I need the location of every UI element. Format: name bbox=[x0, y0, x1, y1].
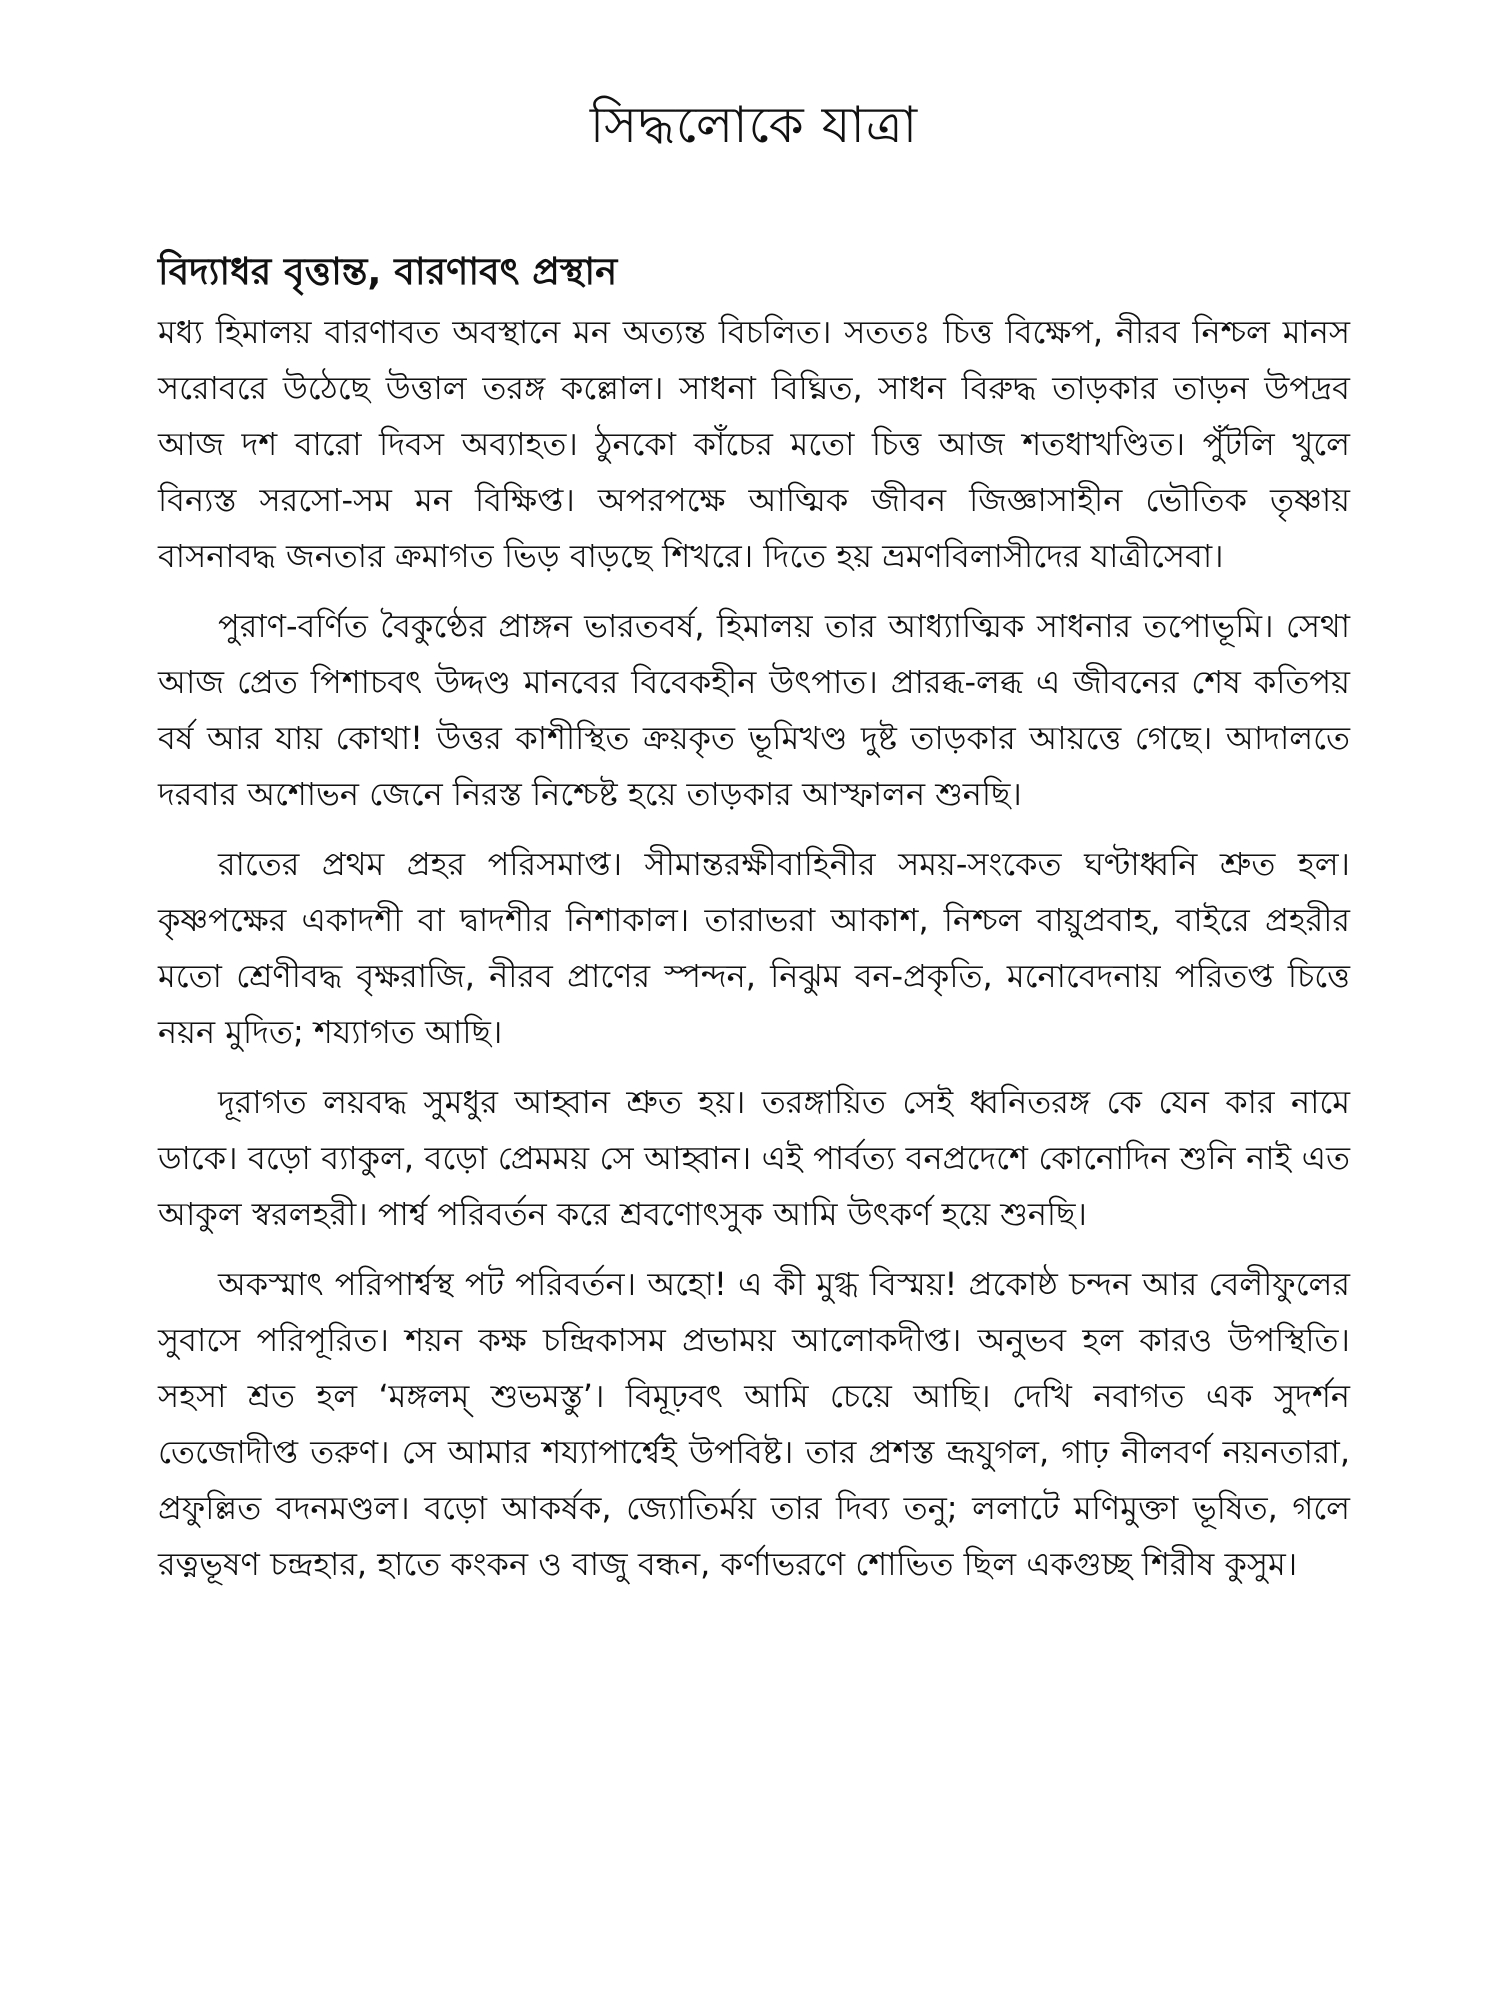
paragraph-1: মধ্য হিমালয় বারণাবত অবস্থানে মন অত্যন্ত বিচলিত। সততঃ চিত্ত বিক্ষেপ, নীরব নিশ্চল মানস সরোবরে উঠেছে উত্তাল তরঙ্গ কল্লোল। সাধনা বিঘ্নিত, সাধন বিরুদ্ধ তাড়কার তাড়ন উপদ্রব আজ দশ বারো দিবস অব্যাহত। ঠুনকো কাঁচের মতো চিত্ত আজ শতধাখণ্ডিত। পুঁটলি খুলে বিন্যস্ত সরসো-সম মন বিক্ষিপ্ত। অপরপক্ষে আত্মিক জীবন জিজ্ঞাসাহীন ভৌতিক তৃষ্ণায় বাসনাবদ্ধ জনতার ক্রমাগত ভিড় বাড়ছে শিখরে। দিতে হয় ভ্রমণবিলাসীদের যাত্রীসেবা। bbox=[158, 313, 1350, 576]
paragraph-2: পুরাণ-বর্ণিত বৈকুণ্ঠের প্রাঙ্গন ভারতবর্ষ, হিমালয় তার আধ্যাত্মিক সাধনার তপোভূমি। সেথা আজ প্রেত পিশাচবৎ উদ্দণ্ড মানবের বিবেকহীন উৎপাত। প্রারব্ধ-লব্ধ এ জীবনের শেষ কতিপয় বর্ষ আর যায় কোথা! উত্তর কাশীস্থিত ক্রয়কৃত ভূমিখণ্ড দুষ্ট তাড়কার আয়ত্তে গেছে। আদালতে দরবার অশোভন জেনে নিরস্ত নিশ্চেষ্ট হয়ে তাড়কার আস্ফালন শুনছি। bbox=[158, 607, 1350, 814]
paragraph-3: রাতের প্রথম প্রহর পরিসমাপ্ত। সীমান্তরক্ষীবাহিনীর সময়-সংকেত ঘণ্টাধ্বনি শ্রুত হল। কৃষ্ণপক্ষের একাদশী বা দ্বাদশীর নিশাকাল। তারাভরা আকাশ, নিশ্চল বায়ুপ্রবাহ, বাইরে প্রহরীর মতো শ্রেণীবদ্ধ বৃক্ষরাজি, নীরব প্রাণের স্পন্দন, নিঝুম বন-প্রকৃতি, মনোবেদনায় পরিতপ্ত চিত্তে নয়ন মুদিত; শয্যাগত আছি। bbox=[158, 845, 1350, 1052]
page-title: সিদ্ধলোকে যাত্রা bbox=[589, 96, 919, 154]
section-heading: বিদ্যাধর বৃত্তান্ত, বারণাবৎ প্রস্থান bbox=[158, 250, 618, 293]
paragraph-5: অকস্মাৎ পরিপার্শ্বস্থ পট পরিবর্তন। অহো! এ কী মুগ্ধ বিস্ময়! প্রকোষ্ঠ চন্দন আর বেলীফুলের সুবাসে পরিপূরিত। শয়ন কক্ষ চন্দ্রিকাসম প্রভাময় আলোকদীপ্ত। অনুভব হল কারও উপস্থিতি। সহসা শ্রত হল ‘মঙ্গলম্ শুভমস্তু’। বিমূঢ়বৎ আমি চেয়ে আছি। দেখি নবাগত এক সুদর্শন তেজোদীপ্ত তরুণ। সে আমার শয্যাপার্শ্বেই উপবিষ্ট। তার প্রশস্ত ভ্রূযুগল, গাঢ় নীলবর্ণ নয়নতারা, প্রফুল্লিত বদনমণ্ডল। বড়ো আকর্ষক, জ্যোতির্ময় তার দিব্য তনু; ললাটে মণিমুক্তা ভূষিত, গলে রত্নভূষণ চন্দ্রহার, হাতে কংকন ও বাজু বন্ধন, কর্ণাভরণে শোভিত ছিল একগুচ্ছ শিরীষ কুসুম। bbox=[158, 1265, 1350, 1584]
paragraph-4: দূরাগত লয়বদ্ধ সুমধুর আহ্বান শ্রুত হয়। তরঙ্গায়িত সেই ধ্বনিতরঙ্গ কে যেন কার নামে ডাকে। বড়ো ব্যাকুল, বড়ো প্রেমময় সে আহ্বান। এই পার্বত্য বনপ্রদেশে কোনোদিন শুনি নাই এত আকুল স্বরলহরী। পার্শ্ব পরিবর্তন করে শ্রবণোৎসুক আমি উৎকর্ণ হয়ে শুনছি। bbox=[158, 1083, 1350, 1234]
